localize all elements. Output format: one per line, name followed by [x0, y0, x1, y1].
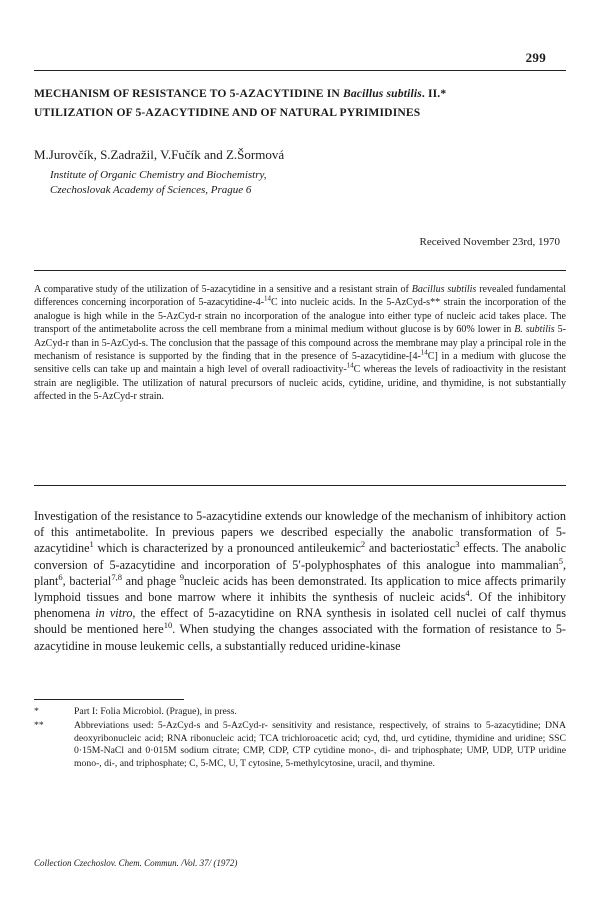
affiliation-line-1: Institute of Organic Chemistry and Biochemistry, — [50, 169, 267, 181]
title-species: Bacillus subtilis — [342, 87, 422, 100]
abstract-bottom-rule — [34, 485, 566, 486]
body-text: , bacterial — [62, 573, 112, 588]
article-title — [34, 84, 574, 122]
abstract-text: 5-AzCyd-r than in 5-AzCyd-s. The conclusion that the passage of this compound across the membrane may play a principal role in the mechanism of resistance is supported by the finding that in the presence of 5-azacytidine-[4- — [34, 324, 566, 363]
title-line-1 — [34, 84, 574, 103]
journal-footer: Collection Czechoslov. Chem. Commun. /Vol. 37/ (1972) — [34, 858, 238, 868]
reference-marker: 10 — [163, 620, 173, 631]
abstract-top-rule — [34, 270, 566, 271]
reference-marker: 9 — [179, 571, 184, 582]
body-text: Investigation of the resistance to 5-azacytidine extends our knowledge of the mechanism of inhibitory action of this antimetabolite. In previous papers we described especially the anabolic transformation of 5-azacytidine — [34, 509, 566, 556]
header-rule — [34, 70, 566, 71]
affiliation — [50, 168, 267, 198]
footnote-mark: ** — [34, 719, 44, 731]
title-line-2: UTILIZATION OF 5-AZACYTIDINE AND OF NATURAL PYRIMIDINES — [34, 106, 421, 119]
footnote-text: Part I: Folia Microbiol. (Prague), in press. — [74, 706, 237, 717]
abstract-text: C into nucleic acids. In the 5-AzCyd-s** strain the incorporation of the analogue is high while in the 5-AzCyd-r strain no incorporation of the analogue into either type of nucleic acid takes place. The transport of the antimetabolite across the cell membrane from a minimal medium without glucose is by 60% lower in — [34, 297, 566, 336]
reference-marker: 3 — [455, 539, 460, 550]
body-text: . When studying the changes associated with the formation of resistance to 5-azacytidine in mouse leukemic cells, a substantially reduced uridine-kinase — [34, 622, 566, 653]
body-text: nucleic acids has been demonstrated. Its application to mice affects primarily lymphoid tissues and bone marrow where it inhibits the synthesis of nucleic acids — [34, 573, 566, 605]
reference-marker: 5 — [558, 555, 563, 566]
abstract-text: C] in a medium with glucose the sensitive cells can take up and maintain a high level of overall radioactivity- — [34, 351, 566, 376]
body-text: and phage — [121, 573, 180, 588]
isotope-superscript: 14 — [420, 348, 428, 357]
footnote-mark: * — [34, 706, 39, 717]
reference-marker: 6 — [58, 571, 63, 582]
reference-marker: 2 — [360, 539, 366, 550]
reference-marker: 7,8 — [111, 571, 122, 582]
abstract-species: B. subtilis — [514, 324, 555, 336]
body-text: and bacteriostatic — [365, 541, 456, 556]
footnote-text: Abbreviations used: 5-AzCyd-s and 5-AzCyd-r- sensitivity and resistance, respectively, of strains to 5-azacytidine; DNA deoxyribonucleic acid; RNA ribonucleic acid; TCA trichloroacetic acid; cyd, thd, urd cytidine, thymidine and uridine; SSC 0·15M-NaCl and 0·015M sodium citrate; CMP, CDP, CTP cytidine mono-, di- and triphosphate; UMP, UDP, UTP uridine mono-, di-, and triphosphate; C, 5-MC, U, T cytosine, 5-methylcytosine, uracil, and thymine. — [74, 719, 566, 770]
footnote-rule — [34, 699, 184, 700]
body-text: , the effect of 5-azacytidine on RNA synthesis in isolated cell nuclei of calf thymus should be mentioned here — [34, 606, 566, 637]
abstract-species: Bacillus subtilis — [411, 284, 477, 295]
author-list: M.Jurovčík, S.Zadražil, V.Fučík and Z.Šormová — [34, 147, 285, 162]
abstract-text: revealed fundamental differences concerning incorporation of 5-azacytidine-4- — [34, 284, 566, 309]
abstract-text: C whereas the levels of radioactivity in the resistant strain are negligible. The utilization of natural precursors of nucleic acids, cytidine, uridine, and thymidine, is not substantially affected in the 5-AzCyd-r strain. — [34, 364, 566, 403]
abstract-text: A comparative study of the utilization of 5-azacytidine in a sensitive and a resistant strain of — [34, 284, 412, 295]
affiliation-line-2: Czechoslovak Academy of Sciences, Prague 6 — [50, 184, 252, 196]
reference-marker: 1 — [89, 539, 94, 550]
body-text: which is characterized by a pronounced antileukemic — [93, 541, 361, 556]
isotope-superscript: 14 — [264, 295, 272, 304]
footnote — [34, 720, 566, 771]
title-text: MECHANISM OF RESISTANCE TO 5-AZACYTIDINE IN — [34, 87, 343, 100]
title-part-number: . II.* — [421, 87, 447, 100]
body-text: . Of the inhibitory phenomena — [34, 590, 566, 621]
footnotes — [34, 706, 566, 772]
received-date: Received November 23rd, 1970 — [419, 236, 560, 248]
introduction-paragraph — [34, 508, 566, 654]
isotope-superscript: 14 — [346, 362, 354, 371]
abstract — [34, 283, 566, 404]
body-text: effects. The anabolic conversion of 5-azacytidine and incorporation of 5′-polyphosphates of this analogue into mammalian — [34, 541, 566, 572]
page-number: 299 — [525, 50, 546, 65]
footnote — [34, 706, 566, 719]
reference-marker: 4 — [465, 587, 470, 598]
body-text: , plant — [34, 557, 566, 588]
body-italic: in vitro — [95, 606, 133, 621]
